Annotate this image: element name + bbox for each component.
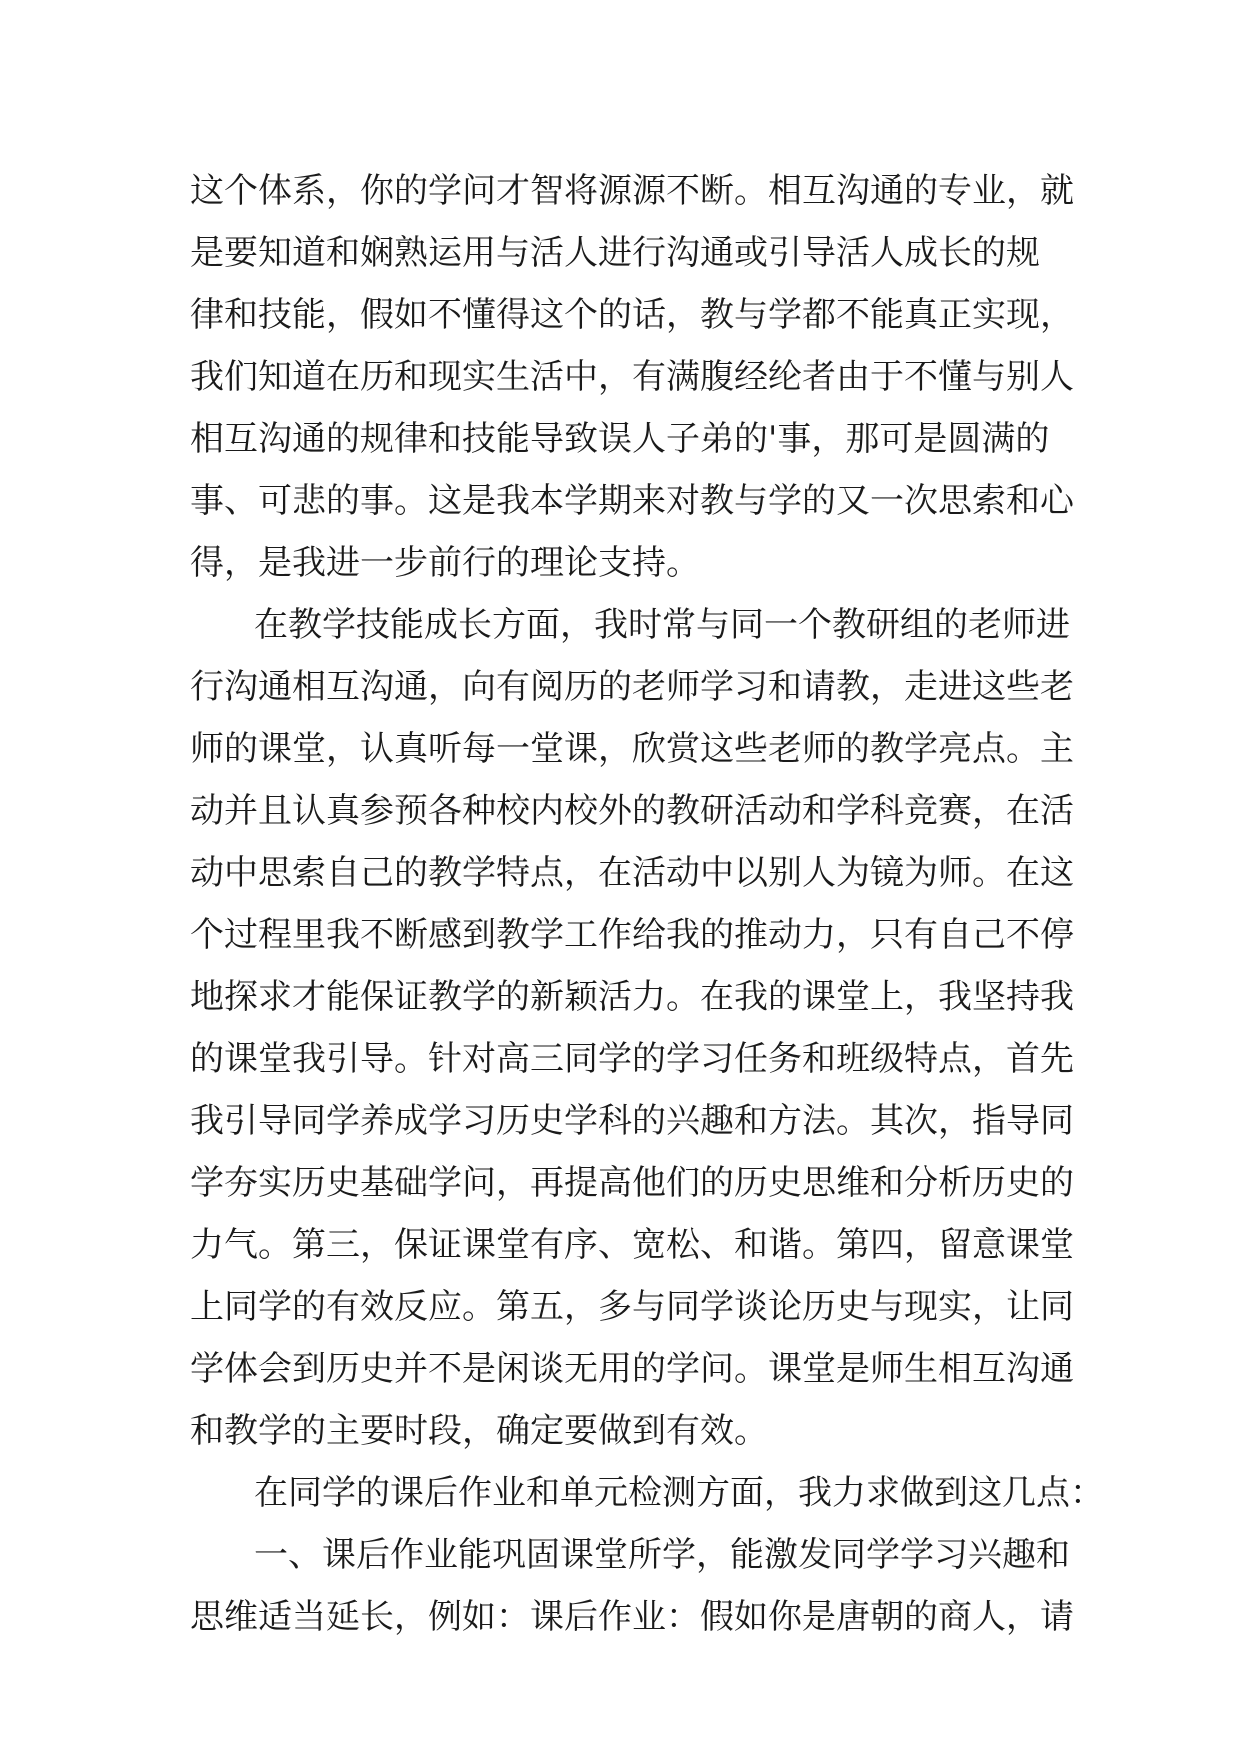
text-line: 学夯实历史基础学问，再提高他们的历史思维和分析历史的: [190, 1163, 1074, 1203]
text-line: 动并且认真参预各种校内校外的教研活动和学科竞赛，在活: [190, 791, 1074, 831]
text-line: 动中思索自己的教学特点，在活动中以别人为镜为师。在这: [190, 853, 1074, 893]
text-line: 地探求才能保证教学的新颖活力。在我的课堂上，我坚持我: [190, 977, 1074, 1017]
text-line: 个过程里我不断感到教学工作给我的推动力，只有自己不停: [190, 915, 1074, 955]
text-line: 相互沟通的规律和技能导致误人子弟的'事，那可是圆满的: [190, 419, 1050, 459]
text-line: 上同学的有效反应。第五，多与同学谈论历史与现实，让同: [190, 1287, 1074, 1327]
paragraph-first-line: 一、课后作业能巩固课堂所学，能激发同学学习兴趣和: [254, 1535, 1070, 1575]
paragraph-first-line: 在同学的课后作业和单元检测方面，我力求做到这几点：: [254, 1473, 1104, 1513]
text-line: 律和技能，假如不懂得这个的话，教与学都不能真正实现，: [190, 295, 1074, 335]
text-line: 师的课堂，认真听每一堂课，欣赏这些老师的教学亮点。主: [190, 729, 1074, 769]
text-line: 是要知道和娴熟运用与活人进行沟通或引导活人成长的规: [190, 233, 1040, 273]
text-line: 思维适当延长，例如：课后作业：假如你是唐朝的商人，请: [190, 1597, 1074, 1637]
paragraph-first-line: 在教学技能成长方面，我时常与同一个教研组的老师进: [254, 605, 1070, 645]
text-line: 事、可悲的事。这是我本学期来对教与学的又一次思索和心: [190, 481, 1074, 521]
document-body: [190, 160, 1104, 1648]
text-line: 学体会到历史并不是闲谈无用的学问。课堂是师生相互沟通: [190, 1349, 1074, 1389]
text-line: 和教学的主要时段，确定要做到有效。: [190, 1411, 768, 1451]
text-line: 得，是我进一步前行的理论支持。: [190, 543, 700, 583]
text-line: 的课堂我引导。针对高三同学的学习任务和班级特点，首先: [190, 1039, 1074, 1079]
text-line: 这个体系，你的学问才智将源源不断。相互沟通的专业，就: [190, 171, 1074, 211]
text-line: 我们知道在历和现实生活中，有满腹经纶者由于不懂与别人: [190, 357, 1074, 397]
text-line: 我引导同学养成学习历史学科的兴趣和方法。其次，指导同: [190, 1101, 1074, 1141]
text-line: 力气。第三，保证课堂有序、宽松、和谐。第四，留意课堂: [190, 1225, 1074, 1265]
text-line: 行沟通相互沟通，向有阅历的老师学习和请教，走进这些老: [190, 667, 1074, 707]
